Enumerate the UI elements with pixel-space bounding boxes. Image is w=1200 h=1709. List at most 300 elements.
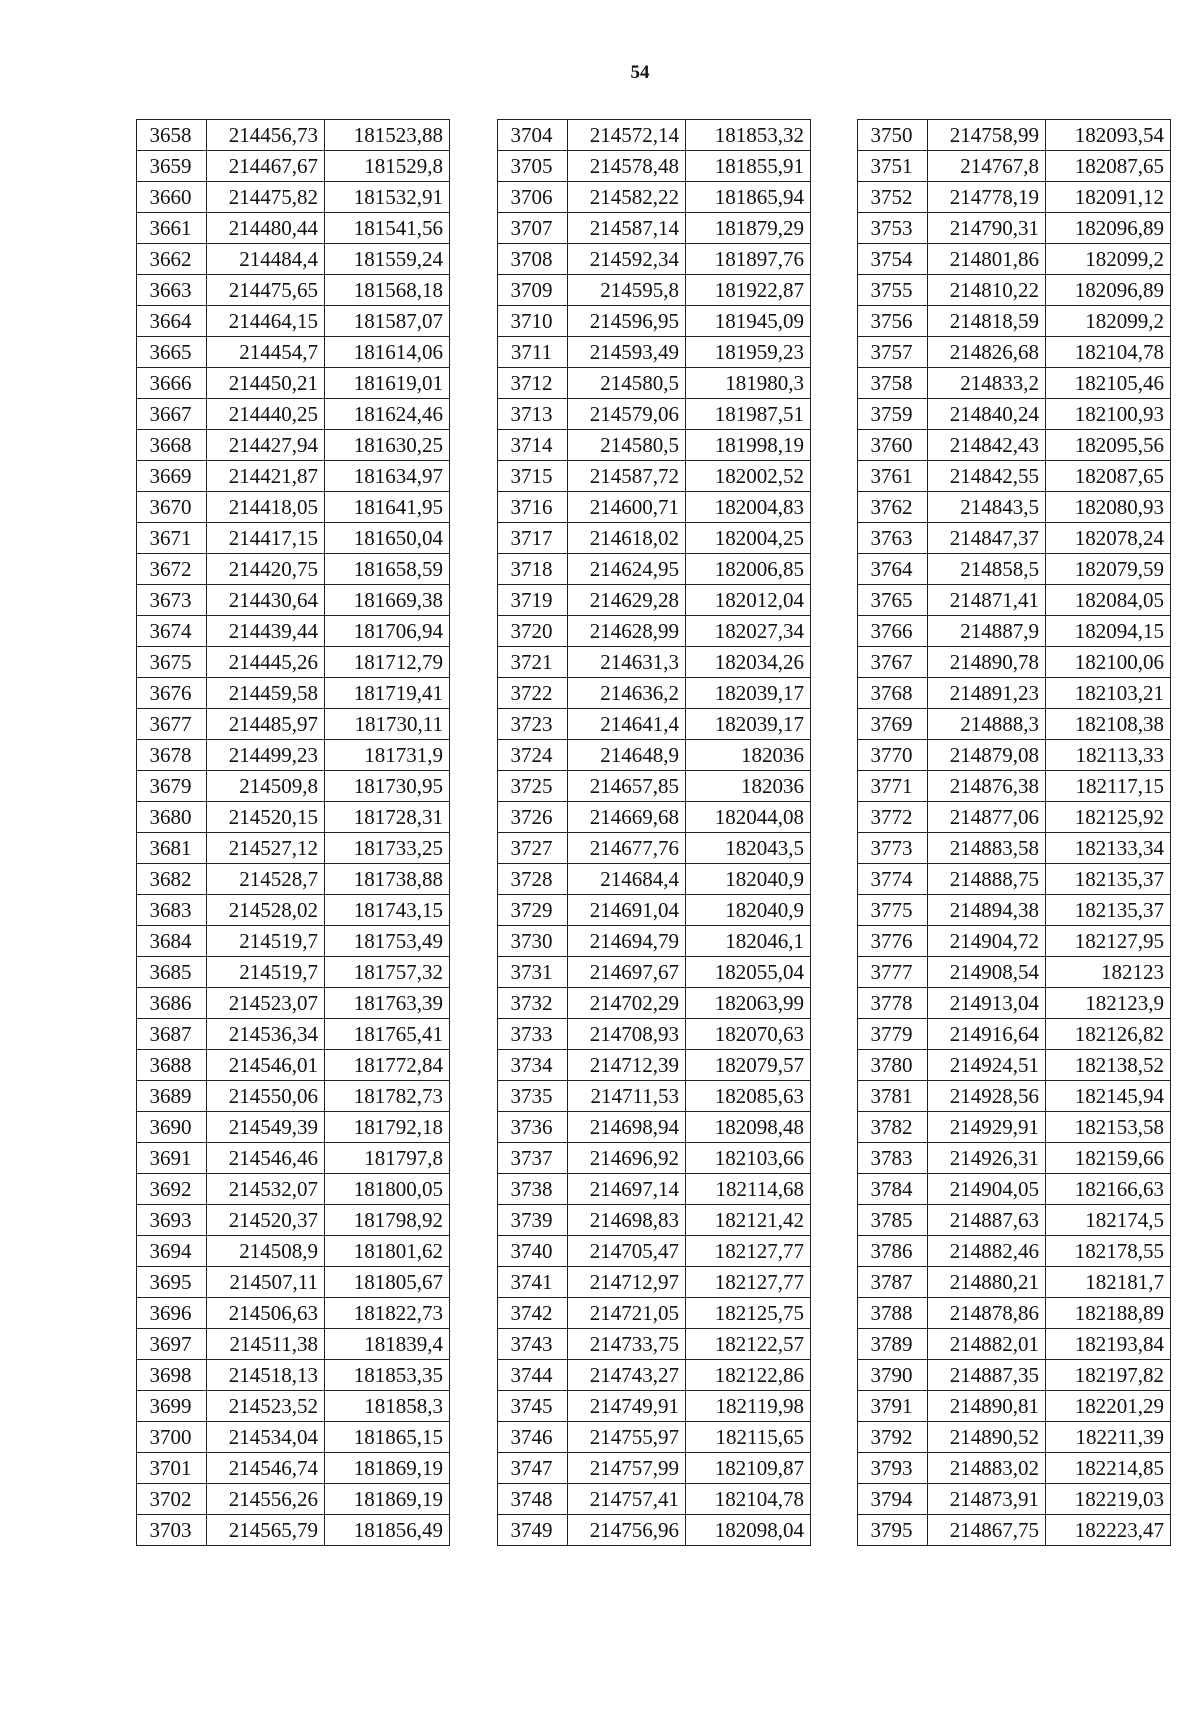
y-coordinate-cell: 182104,78 xyxy=(686,1484,811,1515)
table-row xyxy=(498,895,811,926)
table-row xyxy=(137,647,450,678)
table-row xyxy=(858,802,1171,833)
y-coordinate-cell: 182127,77 xyxy=(686,1236,811,1267)
table-row xyxy=(858,895,1171,926)
x-coordinate-cell: 214534,04 xyxy=(207,1422,325,1453)
table-row xyxy=(858,523,1171,554)
x-coordinate-cell: 214582,22 xyxy=(568,182,686,213)
table-row xyxy=(858,1174,1171,1205)
x-coordinate-cell: 214826,68 xyxy=(928,337,1046,368)
point-number-cell: 3763 xyxy=(858,523,928,554)
x-coordinate-cell: 214445,26 xyxy=(207,647,325,678)
x-coordinate-cell: 214887,63 xyxy=(928,1205,1046,1236)
page-number: 54 xyxy=(630,62,650,83)
y-coordinate-cell: 182188,89 xyxy=(1046,1298,1171,1329)
y-coordinate-cell: 181798,92 xyxy=(325,1205,450,1236)
table-row xyxy=(498,151,811,182)
x-coordinate-cell: 214580,5 xyxy=(568,430,686,461)
point-number-cell: 3762 xyxy=(858,492,928,523)
point-number-cell: 3725 xyxy=(498,771,568,802)
x-coordinate-cell: 214878,86 xyxy=(928,1298,1046,1329)
table-row xyxy=(137,585,450,616)
y-coordinate-cell: 182211,39 xyxy=(1046,1422,1171,1453)
point-number-cell: 3772 xyxy=(858,802,928,833)
x-coordinate-cell: 214712,39 xyxy=(568,1050,686,1081)
x-coordinate-cell: 214801,86 xyxy=(928,244,1046,275)
x-coordinate-cell: 214440,25 xyxy=(207,399,325,430)
point-number-cell: 3676 xyxy=(137,678,207,709)
x-coordinate-cell: 214595,8 xyxy=(568,275,686,306)
point-number-cell: 3719 xyxy=(498,585,568,616)
table-row xyxy=(858,740,1171,771)
point-number-cell: 3688 xyxy=(137,1050,207,1081)
point-number-cell: 3786 xyxy=(858,1236,928,1267)
y-coordinate-cell: 182002,52 xyxy=(686,461,811,492)
x-coordinate-cell: 214565,79 xyxy=(207,1515,325,1546)
table-row xyxy=(858,182,1171,213)
y-coordinate-cell: 181719,41 xyxy=(325,678,450,709)
point-number-cell: 3770 xyxy=(858,740,928,771)
x-coordinate-cell: 214485,97 xyxy=(207,709,325,740)
point-number-cell: 3691 xyxy=(137,1143,207,1174)
point-number-cell: 3668 xyxy=(137,430,207,461)
x-coordinate-cell: 214593,49 xyxy=(568,337,686,368)
x-coordinate-cell: 214810,22 xyxy=(928,275,1046,306)
point-number-cell: 3769 xyxy=(858,709,928,740)
table-row xyxy=(137,802,450,833)
x-coordinate-cell: 214618,02 xyxy=(568,523,686,554)
x-coordinate-cell: 214882,01 xyxy=(928,1329,1046,1360)
table-row xyxy=(858,1205,1171,1236)
y-coordinate-cell: 181945,09 xyxy=(686,306,811,337)
y-coordinate-cell: 181728,31 xyxy=(325,802,450,833)
y-coordinate-cell: 181523,88 xyxy=(325,120,450,151)
coordinate-table-3 xyxy=(857,119,1171,1546)
x-coordinate-cell: 214418,05 xyxy=(207,492,325,523)
x-coordinate-cell: 214696,92 xyxy=(568,1143,686,1174)
y-coordinate-cell: 181865,15 xyxy=(325,1422,450,1453)
table-row xyxy=(498,802,811,833)
y-coordinate-cell: 181624,46 xyxy=(325,399,450,430)
x-coordinate-cell: 214507,11 xyxy=(207,1267,325,1298)
point-number-cell: 3690 xyxy=(137,1112,207,1143)
x-coordinate-cell: 214546,46 xyxy=(207,1143,325,1174)
table-row xyxy=(498,833,811,864)
point-number-cell: 3686 xyxy=(137,988,207,1019)
x-coordinate-cell: 214928,56 xyxy=(928,1081,1046,1112)
x-coordinate-cell: 214546,74 xyxy=(207,1453,325,1484)
point-number-cell: 3695 xyxy=(137,1267,207,1298)
point-number-cell: 3726 xyxy=(498,802,568,833)
table-row xyxy=(858,1112,1171,1143)
table-row xyxy=(137,1050,450,1081)
x-coordinate-cell: 214506,63 xyxy=(207,1298,325,1329)
table-row xyxy=(498,1019,811,1050)
y-coordinate-cell: 182115,65 xyxy=(686,1422,811,1453)
point-number-cell: 3730 xyxy=(498,926,568,957)
y-coordinate-cell: 181869,19 xyxy=(325,1453,450,1484)
point-number-cell: 3705 xyxy=(498,151,568,182)
y-coordinate-cell: 181568,18 xyxy=(325,275,450,306)
point-number-cell: 3753 xyxy=(858,213,928,244)
point-number-cell: 3661 xyxy=(137,213,207,244)
table-row xyxy=(498,988,811,1019)
y-coordinate-cell: 182096,89 xyxy=(1046,213,1171,244)
point-number-cell: 3780 xyxy=(858,1050,928,1081)
y-coordinate-cell: 182178,55 xyxy=(1046,1236,1171,1267)
x-coordinate-cell: 214624,95 xyxy=(568,554,686,585)
y-coordinate-cell: 182036 xyxy=(686,771,811,802)
y-coordinate-cell: 182091,12 xyxy=(1046,182,1171,213)
table-row xyxy=(858,833,1171,864)
y-coordinate-cell: 181763,39 xyxy=(325,988,450,1019)
table-row xyxy=(137,275,450,306)
point-number-cell: 3790 xyxy=(858,1360,928,1391)
point-number-cell: 3749 xyxy=(498,1515,568,1546)
y-coordinate-cell: 182036 xyxy=(686,740,811,771)
point-number-cell: 3734 xyxy=(498,1050,568,1081)
x-coordinate-cell: 214767,8 xyxy=(928,151,1046,182)
point-number-cell: 3675 xyxy=(137,647,207,678)
y-coordinate-cell: 182098,48 xyxy=(686,1112,811,1143)
y-coordinate-cell: 182153,58 xyxy=(1046,1112,1171,1143)
point-number-cell: 3736 xyxy=(498,1112,568,1143)
point-number-cell: 3727 xyxy=(498,833,568,864)
table-row xyxy=(858,244,1171,275)
table-row xyxy=(137,337,450,368)
point-number-cell: 3768 xyxy=(858,678,928,709)
table-row xyxy=(498,120,811,151)
x-coordinate-cell: 214520,15 xyxy=(207,802,325,833)
y-coordinate-cell: 181669,38 xyxy=(325,585,450,616)
y-coordinate-cell: 181858,3 xyxy=(325,1391,450,1422)
point-number-cell: 3766 xyxy=(858,616,928,647)
table-row xyxy=(498,461,811,492)
y-coordinate-cell: 182214,85 xyxy=(1046,1453,1171,1484)
y-coordinate-cell: 181532,91 xyxy=(325,182,450,213)
table-row xyxy=(498,1112,811,1143)
x-coordinate-cell: 214697,14 xyxy=(568,1174,686,1205)
x-coordinate-cell: 214475,82 xyxy=(207,182,325,213)
y-coordinate-cell: 182099,2 xyxy=(1046,244,1171,275)
x-coordinate-cell: 214757,99 xyxy=(568,1453,686,1484)
x-coordinate-cell: 214420,75 xyxy=(207,554,325,585)
table-row xyxy=(498,1422,811,1453)
point-number-cell: 3732 xyxy=(498,988,568,1019)
y-coordinate-cell: 181998,19 xyxy=(686,430,811,461)
point-number-cell: 3671 xyxy=(137,523,207,554)
x-coordinate-cell: 214427,94 xyxy=(207,430,325,461)
point-number-cell: 3663 xyxy=(137,275,207,306)
table-row xyxy=(498,864,811,895)
table-row xyxy=(137,461,450,492)
point-number-cell: 3706 xyxy=(498,182,568,213)
y-coordinate-cell: 181650,04 xyxy=(325,523,450,554)
y-coordinate-cell: 181559,24 xyxy=(325,244,450,275)
point-number-cell: 3738 xyxy=(498,1174,568,1205)
table-row xyxy=(498,306,811,337)
y-coordinate-cell: 182012,04 xyxy=(686,585,811,616)
table-row xyxy=(858,461,1171,492)
y-coordinate-cell: 181853,35 xyxy=(325,1360,450,1391)
point-number-cell: 3681 xyxy=(137,833,207,864)
x-coordinate-cell: 214657,85 xyxy=(568,771,686,802)
point-number-cell: 3677 xyxy=(137,709,207,740)
table-row xyxy=(858,1019,1171,1050)
x-coordinate-cell: 214888,3 xyxy=(928,709,1046,740)
point-number-cell: 3704 xyxy=(498,120,568,151)
table-row xyxy=(858,1515,1171,1546)
table-row xyxy=(137,957,450,988)
x-coordinate-cell: 214743,27 xyxy=(568,1360,686,1391)
point-number-cell: 3752 xyxy=(858,182,928,213)
table-row xyxy=(137,833,450,864)
x-coordinate-cell: 214636,2 xyxy=(568,678,686,709)
point-number-cell: 3747 xyxy=(498,1453,568,1484)
point-number-cell: 3765 xyxy=(858,585,928,616)
x-coordinate-cell: 214587,14 xyxy=(568,213,686,244)
point-number-cell: 3757 xyxy=(858,337,928,368)
point-number-cell: 3694 xyxy=(137,1236,207,1267)
y-coordinate-cell: 181630,25 xyxy=(325,430,450,461)
table-row xyxy=(858,771,1171,802)
x-coordinate-cell: 214913,04 xyxy=(928,988,1046,1019)
point-number-cell: 3788 xyxy=(858,1298,928,1329)
point-number-cell: 3748 xyxy=(498,1484,568,1515)
x-coordinate-cell: 214842,43 xyxy=(928,430,1046,461)
y-coordinate-cell: 182133,34 xyxy=(1046,833,1171,864)
x-coordinate-cell: 214756,96 xyxy=(568,1515,686,1546)
y-coordinate-cell: 182127,95 xyxy=(1046,926,1171,957)
point-number-cell: 3717 xyxy=(498,523,568,554)
table-row xyxy=(498,523,811,554)
x-coordinate-cell: 214867,75 xyxy=(928,1515,1046,1546)
point-number-cell: 3742 xyxy=(498,1298,568,1329)
table-row xyxy=(858,1391,1171,1422)
point-number-cell: 3712 xyxy=(498,368,568,399)
point-number-cell: 3784 xyxy=(858,1174,928,1205)
point-number-cell: 3785 xyxy=(858,1205,928,1236)
point-number-cell: 3711 xyxy=(498,337,568,368)
x-coordinate-cell: 214924,51 xyxy=(928,1050,1046,1081)
table-row xyxy=(498,1298,811,1329)
point-number-cell: 3672 xyxy=(137,554,207,585)
table-row xyxy=(858,213,1171,244)
table-row xyxy=(858,678,1171,709)
y-coordinate-cell: 182078,24 xyxy=(1046,523,1171,554)
table-row xyxy=(137,1484,450,1515)
x-coordinate-cell: 214894,38 xyxy=(928,895,1046,926)
table-row xyxy=(498,740,811,771)
table-row xyxy=(498,1267,811,1298)
x-coordinate-cell: 214528,7 xyxy=(207,864,325,895)
point-number-cell: 3710 xyxy=(498,306,568,337)
x-coordinate-cell: 214629,28 xyxy=(568,585,686,616)
table-row xyxy=(498,1205,811,1236)
point-number-cell: 3714 xyxy=(498,430,568,461)
y-coordinate-cell: 181922,87 xyxy=(686,275,811,306)
x-coordinate-cell: 214698,83 xyxy=(568,1205,686,1236)
point-number-cell: 3698 xyxy=(137,1360,207,1391)
y-coordinate-cell: 181641,95 xyxy=(325,492,450,523)
y-coordinate-cell: 182063,99 xyxy=(686,988,811,1019)
point-number-cell: 3696 xyxy=(137,1298,207,1329)
table-row xyxy=(137,182,450,213)
y-coordinate-cell: 181839,4 xyxy=(325,1329,450,1360)
y-coordinate-cell: 182039,17 xyxy=(686,678,811,709)
y-coordinate-cell: 182135,37 xyxy=(1046,895,1171,926)
table-row xyxy=(498,368,811,399)
point-number-cell: 3659 xyxy=(137,151,207,182)
table-row xyxy=(498,182,811,213)
point-number-cell: 3674 xyxy=(137,616,207,647)
point-number-cell: 3744 xyxy=(498,1360,568,1391)
x-coordinate-cell: 214580,5 xyxy=(568,368,686,399)
table-row xyxy=(498,926,811,957)
y-coordinate-cell: 181822,73 xyxy=(325,1298,450,1329)
point-number-cell: 3759 xyxy=(858,399,928,430)
table-row xyxy=(137,1515,450,1546)
y-coordinate-cell: 182098,04 xyxy=(686,1515,811,1546)
table-row xyxy=(498,1050,811,1081)
x-coordinate-cell: 214556,26 xyxy=(207,1484,325,1515)
table-row xyxy=(137,1174,450,1205)
point-number-cell: 3701 xyxy=(137,1453,207,1484)
point-number-cell: 3777 xyxy=(858,957,928,988)
table-row xyxy=(858,1453,1171,1484)
point-number-cell: 3745 xyxy=(498,1391,568,1422)
table-row xyxy=(498,1453,811,1484)
x-coordinate-cell: 214778,19 xyxy=(928,182,1046,213)
point-number-cell: 3751 xyxy=(858,151,928,182)
table-row xyxy=(137,1360,450,1391)
y-coordinate-cell: 181980,3 xyxy=(686,368,811,399)
y-coordinate-cell: 182006,85 xyxy=(686,554,811,585)
table-row xyxy=(137,368,450,399)
point-number-cell: 3750 xyxy=(858,120,928,151)
y-coordinate-cell: 181897,76 xyxy=(686,244,811,275)
point-number-cell: 3687 xyxy=(137,1019,207,1050)
x-coordinate-cell: 214843,5 xyxy=(928,492,1046,523)
x-coordinate-cell: 214847,37 xyxy=(928,523,1046,554)
y-coordinate-cell: 182104,78 xyxy=(1046,337,1171,368)
y-coordinate-cell: 181853,32 xyxy=(686,120,811,151)
point-number-cell: 3729 xyxy=(498,895,568,926)
x-coordinate-cell: 214842,55 xyxy=(928,461,1046,492)
y-coordinate-cell: 182044,08 xyxy=(686,802,811,833)
y-coordinate-cell: 181587,07 xyxy=(325,306,450,337)
x-coordinate-cell: 214733,75 xyxy=(568,1329,686,1360)
table-row xyxy=(498,275,811,306)
table-row xyxy=(498,1236,811,1267)
table-row xyxy=(498,1360,811,1391)
x-coordinate-cell: 214758,99 xyxy=(928,120,1046,151)
point-number-cell: 3660 xyxy=(137,182,207,213)
x-coordinate-cell: 214858,5 xyxy=(928,554,1046,585)
x-coordinate-cell: 214890,81 xyxy=(928,1391,1046,1422)
x-coordinate-cell: 214549,39 xyxy=(207,1112,325,1143)
y-coordinate-cell: 182113,33 xyxy=(1046,740,1171,771)
table-row xyxy=(858,1267,1171,1298)
coordinate-table-1 xyxy=(136,119,450,1546)
table-row xyxy=(137,926,450,957)
x-coordinate-cell: 214417,15 xyxy=(207,523,325,554)
table-row xyxy=(498,492,811,523)
point-number-cell: 3754 xyxy=(858,244,928,275)
point-number-cell: 3683 xyxy=(137,895,207,926)
point-number-cell: 3778 xyxy=(858,988,928,1019)
point-number-cell: 3793 xyxy=(858,1453,928,1484)
point-number-cell: 3707 xyxy=(498,213,568,244)
table-row xyxy=(498,554,811,585)
y-coordinate-cell: 181869,19 xyxy=(325,1484,450,1515)
x-coordinate-cell: 214790,31 xyxy=(928,213,1046,244)
table-row xyxy=(137,864,450,895)
y-coordinate-cell: 182004,25 xyxy=(686,523,811,554)
table-row xyxy=(858,337,1171,368)
x-coordinate-cell: 214587,72 xyxy=(568,461,686,492)
x-coordinate-cell: 214908,54 xyxy=(928,957,1046,988)
table-row xyxy=(858,1422,1171,1453)
x-coordinate-cell: 214475,65 xyxy=(207,275,325,306)
x-coordinate-cell: 214421,87 xyxy=(207,461,325,492)
table-row xyxy=(498,244,811,275)
point-number-cell: 3665 xyxy=(137,337,207,368)
x-coordinate-cell: 214464,15 xyxy=(207,306,325,337)
point-number-cell: 3682 xyxy=(137,864,207,895)
point-number-cell: 3715 xyxy=(498,461,568,492)
y-coordinate-cell: 181658,59 xyxy=(325,554,450,585)
point-number-cell: 3709 xyxy=(498,275,568,306)
table-row xyxy=(137,1205,450,1236)
table-row xyxy=(498,771,811,802)
point-number-cell: 3716 xyxy=(498,492,568,523)
table-row xyxy=(858,1050,1171,1081)
y-coordinate-cell: 181782,73 xyxy=(325,1081,450,1112)
x-coordinate-cell: 214527,12 xyxy=(207,833,325,864)
point-number-cell: 3699 xyxy=(137,1391,207,1422)
x-coordinate-cell: 214484,4 xyxy=(207,244,325,275)
table-row xyxy=(137,1267,450,1298)
x-coordinate-cell: 214430,64 xyxy=(207,585,325,616)
table-row xyxy=(137,492,450,523)
table-row xyxy=(498,585,811,616)
x-coordinate-cell: 214480,44 xyxy=(207,213,325,244)
table-row xyxy=(137,1422,450,1453)
point-number-cell: 3720 xyxy=(498,616,568,647)
table-row xyxy=(137,554,450,585)
x-coordinate-cell: 214536,34 xyxy=(207,1019,325,1050)
point-number-cell: 3700 xyxy=(137,1422,207,1453)
x-coordinate-cell: 214887,35 xyxy=(928,1360,1046,1391)
y-coordinate-cell: 182109,87 xyxy=(686,1453,811,1484)
x-coordinate-cell: 214840,24 xyxy=(928,399,1046,430)
table-row xyxy=(858,709,1171,740)
table-row xyxy=(137,1081,450,1112)
x-coordinate-cell: 214916,64 xyxy=(928,1019,1046,1050)
y-coordinate-cell: 182085,63 xyxy=(686,1081,811,1112)
y-coordinate-cell: 181619,01 xyxy=(325,368,450,399)
point-number-cell: 3739 xyxy=(498,1205,568,1236)
point-number-cell: 3755 xyxy=(858,275,928,306)
point-number-cell: 3669 xyxy=(137,461,207,492)
y-coordinate-cell: 181987,51 xyxy=(686,399,811,430)
y-coordinate-cell: 181792,18 xyxy=(325,1112,450,1143)
x-coordinate-cell: 214648,9 xyxy=(568,740,686,771)
table-row xyxy=(858,1484,1171,1515)
x-coordinate-cell: 214890,78 xyxy=(928,647,1046,678)
point-number-cell: 3776 xyxy=(858,926,928,957)
